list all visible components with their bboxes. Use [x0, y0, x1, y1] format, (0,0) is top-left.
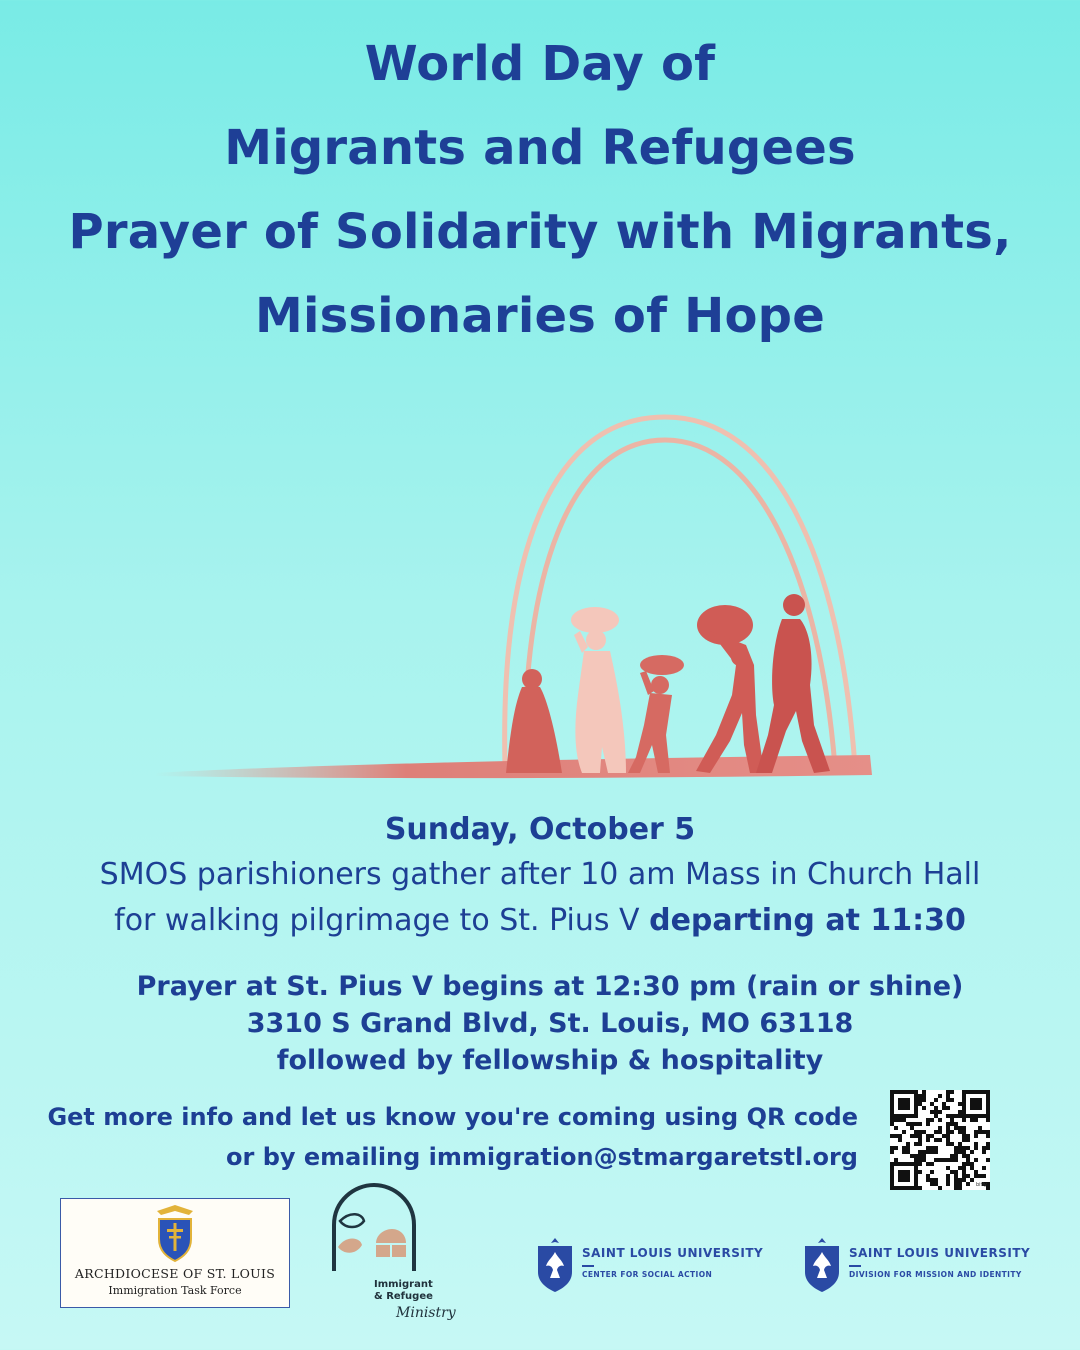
ministry-script: Ministry [396, 1305, 456, 1321]
title-line-3: Prayer of Solidarity with Migrants, [68, 204, 1012, 260]
ministry-doorway-icon [330, 1183, 420, 1283]
poster-title [0, 22, 1080, 358]
prayer-address: 3310 S Grand Blvd, St. Louis, MO 63118 [246, 1008, 854, 1039]
title-line-4: Missionaries of Hope [255, 288, 825, 344]
pilgrimage-text [0, 898, 1080, 944]
fellowship-text: followed by fellowship & hospitality [276, 1045, 824, 1076]
prayer-start: Prayer at St. Pius V begins at 12:30 pm (rain or shine) [136, 971, 964, 1002]
archdiocese-crest-icon [149, 1205, 201, 1263]
rsvp-info [40, 1097, 858, 1177]
slu-name-2: SAINT LOUIS UNIVERSITY [849, 1246, 1031, 1260]
event-date: Sunday, October 5 [384, 812, 696, 847]
figure-child-with-basket [628, 655, 684, 773]
slu-unit-1: CENTER FOR SOCIAL ACTION [582, 1270, 713, 1279]
immigrant-refugee-ministry-logo [330, 1183, 460, 1333]
figure-person-with-sack [696, 605, 764, 773]
archdiocese-subtitle: Immigration Task Force [108, 1284, 242, 1297]
rsvp-email-line[interactable]: or by emailing immigration@stmargaretstl.org [226, 1143, 858, 1171]
gather-text: SMOS parishioners gather after 10 am Mass in Church Hall [99, 857, 981, 892]
qr-bitly-label: bitly [976, 1182, 987, 1188]
archdiocese-name: ARCHDIOCESE OF ST. LOUIS [74, 1266, 276, 1281]
pilgrimage-walk: for walking pilgrimage to St. Pius V [114, 903, 650, 938]
qr-code[interactable] [890, 1090, 990, 1190]
slu-name-1: SAINT LOUIS UNIVERSITY [582, 1246, 764, 1260]
slu-unit-2: DIVISION FOR MISSION AND IDENTITY [849, 1270, 1022, 1279]
archdiocese-logo [60, 1198, 290, 1308]
departure-time: departing at 11:30 [649, 903, 966, 938]
ministry-name: Immigrant & Refugee [374, 1279, 433, 1302]
title-line-1: World Day of [364, 36, 716, 92]
figure-woman-with-bundle [571, 607, 626, 773]
event-details [0, 808, 1080, 944]
slu-shield-icon [536, 1238, 574, 1292]
slu-divider-2 [849, 1265, 861, 1267]
prayer-details [0, 968, 1080, 1079]
slu-shield-icon [803, 1238, 841, 1292]
figure-robed-woman [506, 669, 562, 773]
rsvp-qr-line: Get more info and let us know you're coming using QR code [47, 1103, 858, 1131]
title-line-2: Migrants and Refugees [224, 120, 856, 176]
figure-walking-man [756, 594, 830, 773]
migrants-arch-illustration [150, 395, 890, 795]
slu-divider-1 [582, 1265, 594, 1267]
